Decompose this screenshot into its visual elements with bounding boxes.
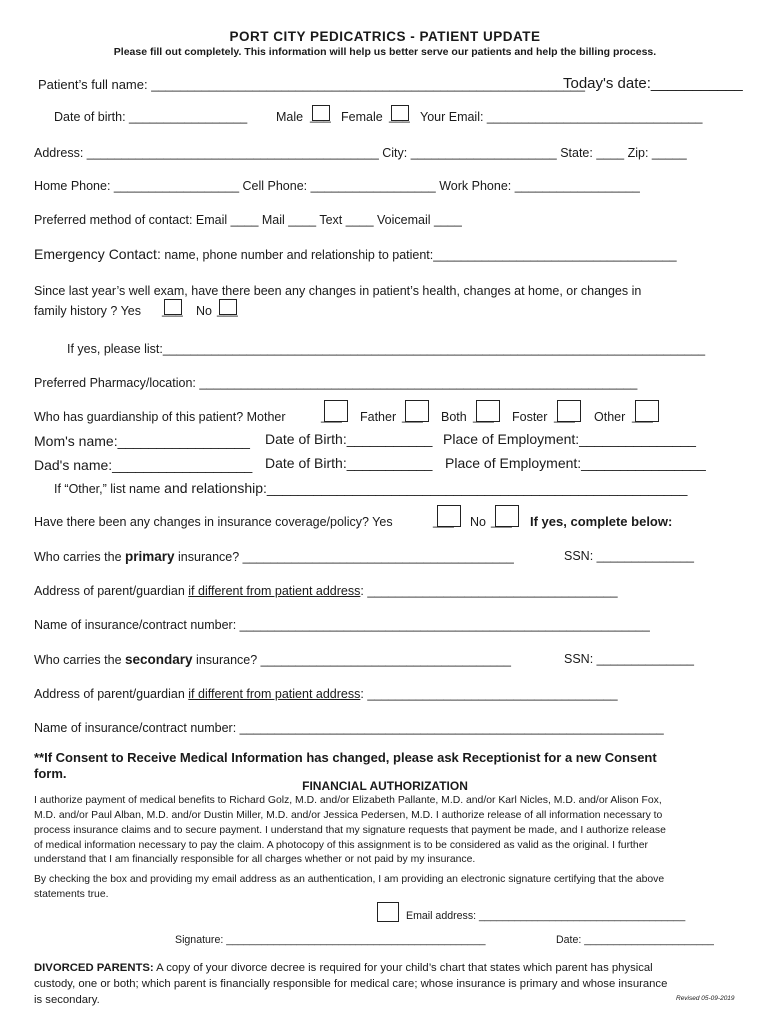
guardian-foster-label: Foster — [512, 410, 548, 424]
primary-contract-field[interactable]: Name of insurance/contract number: ___________________________________________________________ — [34, 618, 650, 632]
divorced-parents-heading: DIVORCED PARENTS: — [34, 962, 154, 974]
esign-line1: By checking the box and providing my email address as an authentication, I am providing an electronic signature certifying that the above — [34, 874, 665, 885]
financial-authorization-heading: FINANCIAL AUTHORIZATION — [302, 779, 468, 793]
primary-insurance-field[interactable] — [34, 550, 514, 564]
primary-pre: Who carries the — [34, 550, 126, 564]
revised-date: Revised 05-09-2019 — [676, 995, 735, 1002]
phone-fields[interactable]: Home Phone: __________________ Cell Phone: __________________ Work Phone: __________________ — [34, 179, 640, 193]
financial-line4: of medical information necessary to pay the claim. A photocopy of this assignment is to be considered as valid as the original. I further — [34, 840, 648, 851]
guardian-father-blank: ___ — [402, 409, 423, 423]
primary-ssn-field[interactable]: SSN: ______________ — [564, 549, 694, 563]
todays-date-field[interactable]: Today's date:___________ — [563, 75, 743, 92]
changes-no-blank: ___ — [217, 303, 238, 317]
divorced-parents-text1: A copy of your divorce decree is required for your child’s chart that states which parent has physical — [153, 962, 653, 974]
changes-question-line2: family history ? Yes — [34, 304, 141, 318]
pharmacy-field[interactable]: Preferred Pharmacy/location: _______________________________________________________________ — [34, 376, 638, 390]
dad-name-field[interactable]: Dad's name:__________________ — [34, 457, 253, 473]
other-relationship-rest: and relationship:______________________________________________________ — [160, 480, 688, 496]
guardian-both-label: Both — [441, 410, 467, 424]
emergency-contact-heading: Emergency Contact: — [34, 246, 161, 262]
dad-employment-field[interactable]: Place of Employment:________________ — [445, 455, 706, 471]
secondary-address-underlined: if different from patient address — [188, 687, 361, 701]
changes-question-line1: Since last year’s well exam, have there been any changes in patient’s health, changes at home, or changes in — [34, 284, 642, 298]
secondary-address-field[interactable] — [34, 688, 618, 701]
signature-date-field[interactable]: Date: ______________________ — [556, 934, 714, 946]
consent-notice-line2: form. — [34, 766, 67, 781]
female-blank: ___ — [389, 109, 410, 123]
guardianship-question: Who has guardianship of this patient? Mother — [34, 410, 286, 424]
secondary-contract-field[interactable]: Name of insurance/contract number: _____________________________________________________________ — [34, 721, 664, 735]
guardian-foster-blank: ___ — [554, 409, 575, 423]
guardian-other-blank: ___ — [632, 409, 653, 423]
financial-line1: I authorize payment of medical benefits to Richard Golz, M.D. and/or Elizabeth Pallante, M.D. and/or Karl Nicles, M.D. and/or Alison Fox, — [34, 795, 662, 806]
guardian-both-blank: ___ — [473, 409, 494, 423]
dad-dob-field[interactable]: Date of Birth:___________ — [265, 455, 433, 471]
guardian-other-label: Other — [594, 410, 626, 424]
other-relationship-prefix: If “Other,” list name — [54, 482, 161, 496]
consent-notice-line1: **If Consent to Receive Medical Information has changed, please ask Receptionist for a new Consent — [34, 750, 657, 765]
secondary-post: insurance? ____________________________________ — [192, 653, 511, 667]
divorced-parents-line3: is secondary. — [34, 994, 100, 1006]
preferred-contact-field[interactable]: Preferred method of contact: Email ____ Mail ____ Text ____ Voicemail ____ — [34, 213, 462, 227]
insurance-no-blank: ___ — [491, 514, 512, 528]
secondary-address-pre: Address of parent/guardian — [34, 687, 189, 701]
page-title: PORT CITY PEDICATRICS - PATIENT UPDATE — [229, 29, 541, 44]
divorced-parents-line1 — [34, 963, 653, 974]
secondary-bold: secondary — [125, 652, 193, 667]
insurance-yes-blank: ___ — [433, 514, 454, 528]
female-label: Female — [341, 110, 383, 124]
primary-address-field[interactable] — [34, 585, 618, 598]
secondary-insurance-field[interactable] — [34, 653, 511, 667]
esign-line2: statements true. — [34, 889, 109, 900]
secondary-pre: Who carries the — [34, 653, 126, 667]
male-blank: ___ — [310, 109, 331, 123]
mom-name-field[interactable]: Mom's name:_________________ — [34, 433, 250, 449]
other-relationship-field[interactable] — [54, 481, 687, 496]
mom-employment-field[interactable]: Place of Employment:_______________ — [443, 431, 696, 447]
guardian-father-label: Father — [360, 410, 397, 424]
divorced-parents-line2: custody, one or both; which parent is financially responsible for medical care; whose insurance is primary and whose insurance — [34, 978, 668, 990]
signature-field[interactable]: Signature: ____________________________________________ — [175, 934, 486, 946]
insurance-changes-question: Have there been any changes in insurance coverage/policy? Yes — [34, 515, 393, 529]
primary-address-underlined: if different from patient address — [188, 584, 361, 598]
emergency-contact-field[interactable] — [34, 247, 677, 262]
primary-address-pre: Address of parent/guardian — [34, 584, 189, 598]
financial-line5: understand that I am financially responsible for all charges whether or not paid by my insurance. — [34, 854, 476, 865]
email-field[interactable]: Your Email: _______________________________ — [420, 110, 703, 124]
financial-line3: process insurance claims and to secure payment. I understand that my signature requests that payment be made, and I authorize release — [34, 825, 666, 836]
address-city-state-zip-field[interactable]: Address: __________________________________________ City: _____________________ State: ____ Zip: _____ — [34, 146, 687, 160]
financial-line2: M.D. and/or Paul Alban, M.D. and/or Dustin Miller, M.D. and/or Jessica Pedersen, M.D. I authorize release of all information necessary to — [34, 810, 663, 821]
page-subtitle: Please fill out completely. This information will help us better serve our patients and help the billing process. — [113, 46, 657, 58]
patient-name-field[interactable]: Patient’s full name: ____________________________________________________________ — [38, 77, 586, 92]
male-label: Male — [276, 110, 304, 124]
complete-below-label: If yes, complete below: — [530, 514, 673, 529]
changes-yes-blank: ___ — [162, 303, 183, 317]
esign-email-field[interactable]: Email address: ___________________________________ — [406, 910, 686, 922]
esign-checkbox[interactable] — [377, 902, 399, 922]
guardian-mother-blank: ___ — [321, 409, 342, 423]
emergency-contact-instructions: name, phone number and relationship to patient:___________________________________ — [160, 248, 677, 262]
changes-list-field[interactable]: If yes, please list:______________________________________________________________________________ — [67, 342, 706, 356]
primary-post: insurance? _______________________________________ — [174, 550, 514, 564]
primary-bold: primary — [125, 549, 175, 564]
mom-dob-field[interactable]: Date of Birth:___________ — [265, 431, 433, 447]
changes-no-label: No — [196, 304, 212, 318]
secondary-address-post: : ____________________________________ — [360, 687, 618, 701]
dob-field[interactable]: Date of birth: _________________ — [54, 110, 248, 124]
primary-address-post: : ____________________________________ — [360, 584, 618, 598]
secondary-ssn-field[interactable]: SSN: ______________ — [564, 652, 694, 666]
insurance-no-label: No — [470, 515, 486, 529]
